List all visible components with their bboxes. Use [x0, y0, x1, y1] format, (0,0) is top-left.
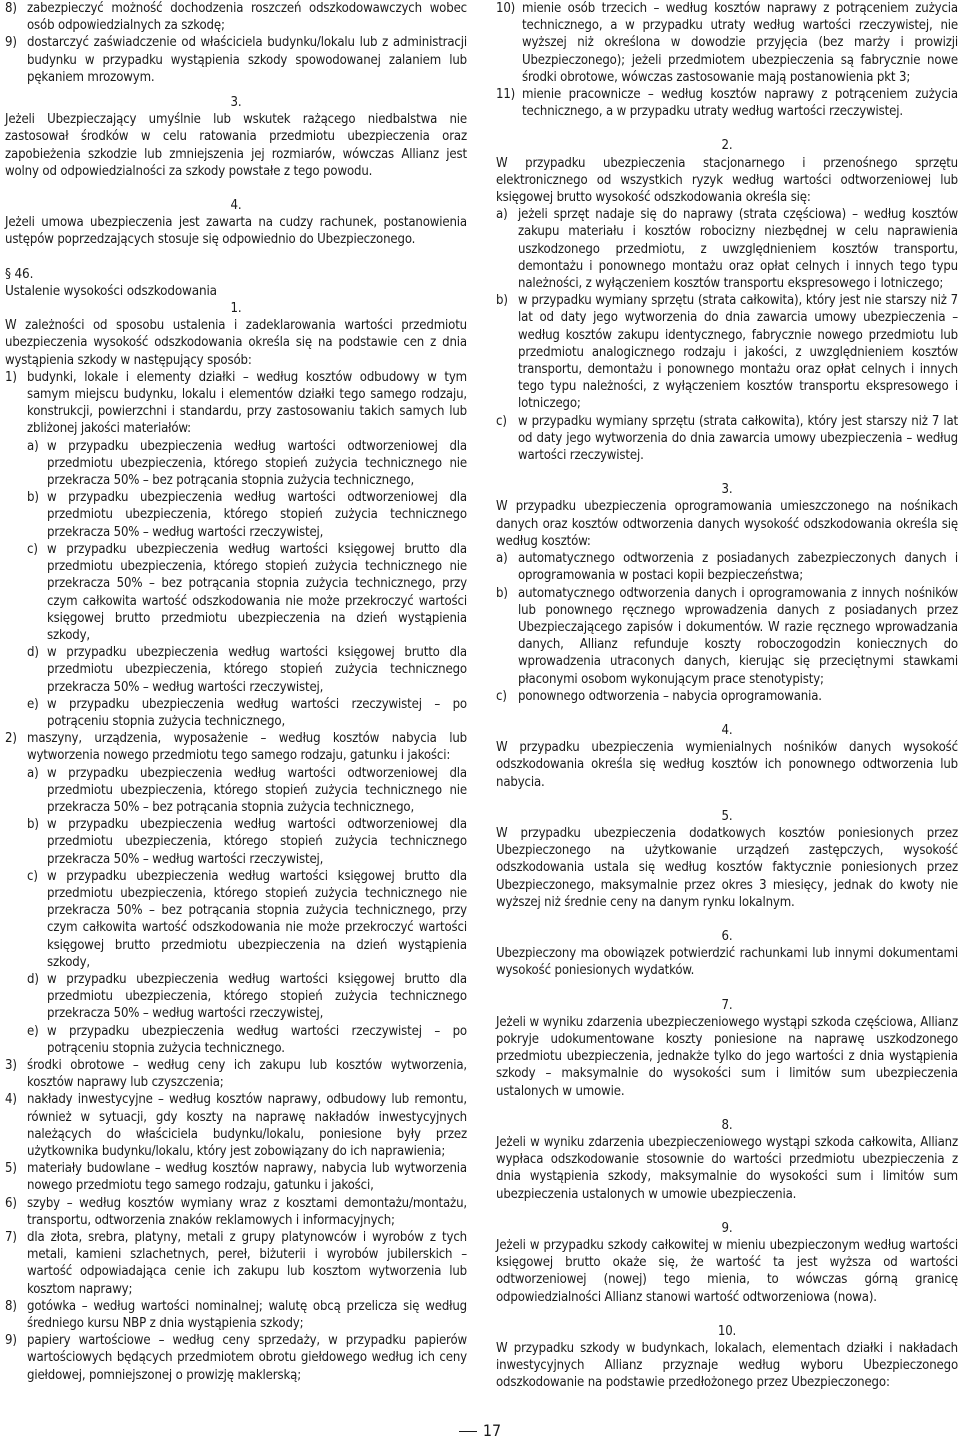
list-label: 8) [5, 1298, 17, 1314]
list-text: maszyny, urządzenia, wyposażenie – według kosztów nabycia lub wytworzenia nowego przedmiotu tego samego rodzaju, gatunku i jakości: [27, 731, 467, 764]
list-label: b) [27, 817, 39, 833]
list-label: b) [496, 585, 508, 601]
list-text: w przypadku wymiany sprzętu (strata całkowita), który jest starszy niż 7 lat od daty jego wytworzenia do dnia zawarcia umowy ubezpieczenia – według wartości rzeczywistej. [518, 413, 958, 464]
list-item [5, 369, 467, 438]
list-text: w przypadku ubezpieczenia według wartości odtworzeniowej dla przedmiotu ubezpieczenia, którego stopień zużycia technicznego nie przekracza 50% – bez potrącania stopnia zużycia technicznego, [47, 438, 467, 489]
list-text: w przypadku ubezpieczenia według wartości księgowej brutto dla przedmiotu ubezpieczenia, którego stopień zużycia technicznego przekracza 50% – według wartości rzeczywistej, [47, 645, 467, 695]
list-label: a) [27, 438, 39, 454]
list-label: 3) [5, 1057, 17, 1073]
list-item [27, 696, 467, 730]
list-label: c) [27, 541, 38, 557]
paragraph: Jeżeli w wyniku zdarzenia ubezpieczeniowego wystąpi szkoda częściowa, Allianz pokryje udokumentowane koszty poniesione na naprawę uszkodzonego przedmiotu ubezpieczenia, jednakże tylko do jego wartości z dnia wystąpienia szkody – maksymalnie do wysokości sum i limitów sum ubezpieczenia ustalonych w umowie. [496, 1014, 958, 1099]
list-item [5, 1298, 467, 1332]
continued-list [496, 0, 958, 120]
list-item [27, 765, 467, 817]
list-item [5, 0, 467, 34]
list-item [5, 1091, 467, 1160]
list-label: d) [27, 645, 39, 661]
list-text: zabezpieczyć możność dochodzenia roszczeń odszkodowawczych wobec osób odpowiedzialnych za szkodę; [27, 1, 467, 34]
list-item [27, 1023, 467, 1057]
list-text: materiały budowlane – według kosztów naprawy, nabycia lub wytworzenia nowego przedmiotu tego samego rodzaju, gatunku i jakości, [27, 1161, 467, 1194]
list-item [5, 1057, 467, 1091]
list-text: mienie osób trzecich – według kosztów naprawy z potrąceniem zużycia technicznego, a w przypadku utraty według wartości rzeczywistej, nie wyższej niż określona w dowodzie przyjęcia (bez marży i prowizji Ubezpieczonego); jeżeli przedmiotem ubezpieczenia są fabrycznie nowe środki obrotowe, wówczas zastosowanie mają postanowienia pkt 3; [522, 1, 958, 85]
list-label: a) [496, 207, 508, 223]
list-item [496, 86, 958, 120]
paragraph: W przypadku ubezpieczenia stacjonarnego i przenośnego sprzętu elektronicznego od wszystkich ryzyk według wartości odtworzeniowej lub księgowej brutto wysokość odszkodowania określa się: [496, 155, 958, 206]
list-label: c) [496, 413, 507, 429]
list-label: 7) [5, 1230, 17, 1246]
list-label: 4) [5, 1092, 17, 1108]
paragraph: Jeżeli Ubezpieczający umyślnie lub wskutek rażącego niedbalstwa nie zastosował środków w celu ratowania przedmiotu ubezpieczenia oraz zapobieżenia szkodzie lub zmniejszenia jej rozmiarów, wówczas Allianz jest wolny od odpowiedzialności za szkody powstałe z tego powodu. [5, 112, 467, 179]
list-label: b) [27, 490, 39, 506]
left-column [5, 0, 467, 1384]
list [496, 550, 958, 705]
list-text: w przypadku wymiany sprzętu (strata całkowita), który jest nie starszy niż 7 lat od daty jego wytworzenia do dnia zawarcia umowy ubezpieczenia – według kosztów zakupu identycznego, fabrycznie nowego przedmiotu lub przedmiotu analogicznego rodzaju i jakości, z uwzględnieniem kosztów transportu, demontażu i ponownego montażu oraz opłat celnych i innych tego typu należności, z wyłączeniem kosztów transportu ekspresowego i lotniczego; [518, 293, 958, 412]
page-number: 17 [482, 1421, 502, 1440]
paragraph: W przypadku ubezpieczenia oprogramowania umieszczonego na nośnikach danych oraz kosztów odtworzenia danych wysokość odszkodowania określa się według kosztów: [496, 499, 958, 549]
section-number: 9. [721, 1220, 733, 1236]
list-item [5, 1160, 467, 1194]
list-item [27, 816, 467, 868]
sub-list [5, 438, 467, 730]
list-item [496, 0, 958, 86]
list-label: c) [27, 868, 38, 884]
list-item [27, 868, 467, 971]
section-number: 4. [230, 198, 242, 214]
list-text: w przypadku ubezpieczenia według wartości księgowej brutto dla przedmiotu ubezpieczenia, którego stopień zużycia technicznego przekracza 50% – według wartości rzeczywistej, [47, 971, 467, 1022]
section-number: 3. [230, 95, 242, 111]
list-text: dla złota, srebra, platyny, metali z grupy platynowców i wyrobów z tych metali, kamieni szlachetnych, pereł, biżuterii i wyrobów jubilerskich – wartość odpowiadająca cenie ich zakupu lub kosztom wytworzenia lub kosztom naprawy; [27, 1230, 467, 1297]
list-item [5, 34, 467, 86]
paragraph: Ubezpieczony ma obowiązek potwierdzić rachunkami lub innymi dokumentami wysokość poniesionych wydatków. [496, 946, 958, 979]
paragraph: Jeżeli w wyniku zdarzenia ubezpieczeniowego wystąpi szkoda całkowita, Allianz wypłaca odszkodowanie stosownie do wartości przedmiotu ubezpieczenia z dnia wystąpienia szkody, maksymalnie do wysokości sum i limitów sum ubezpieczenia ustalonych w umowie ubezpieczenia. [496, 1134, 958, 1202]
list-label: 8) [5, 1, 17, 16]
list-label: 10) [496, 1, 516, 16]
list-text: w przypadku ubezpieczenia według wartości rzeczywistej – po potrąceniu stopnia zużycia technicznego. [47, 1023, 467, 1056]
list-label: b) [496, 293, 508, 309]
list-item [496, 585, 958, 688]
continued-list [5, 0, 467, 86]
list-text: w przypadku ubezpieczenia według wartości odtworzeniowej dla przedmiotu ubezpieczenia, którego stopień zużycia technicznego przekracza 50% – według wartości rzeczywistej, [47, 490, 467, 540]
list-item [496, 688, 958, 705]
paragraph-sign: § 46. [5, 266, 34, 282]
paragraph: W przypadku ubezpieczenia wymienialnych nośników danych wysokość odszkodowania określa się według kosztów ich ponownego odtworzenia lub nabycia. [496, 740, 958, 790]
list-label: a) [27, 765, 39, 781]
list-text: automatycznego odtworzenia danych i oprogramowania z innych nośników lub ponownego ręcznego wprowadzenia danych z posiadanych przez Ubezpieczającego zapisów i dokumentów. W razie ręcznego wprowadzania danych, Allianz refunduje koszty roboczogodzin koniecznych do wprowadzenia utraconych danych, kierując się przeciętnymi stawkami płaconymi osobom wykonującym prace stenotypisty; [518, 585, 958, 687]
right-column [496, 0, 958, 1392]
list-text: papiery wartościowe – według ceny sprzedaży, w przypadku papierów wartościowych będących przedmiotem obrotu giełdowego według ich ceny giełdowej, pomniejszonej o prowizję maklerską; [27, 1333, 467, 1383]
list-item [496, 292, 958, 412]
list-label: 2) [5, 731, 17, 747]
list-item [5, 1229, 467, 1298]
list-text: mienie pracownicze – według kosztów naprawy z potrąceniem zużycia technicznego, a w przypadku utraty według wartości rzeczywistej. [522, 87, 958, 120]
list-item [27, 971, 467, 1023]
list-text: ponownego odtworzenia – nabycia oprogramowania. [518, 688, 822, 704]
paragraph: W przypadku szkody w budynkach, lokalach, elementach działki i nakładach inwestycyjnych Allianz przyznaje według wyboru Ubezpieczonego odszkodowanie na podstawie przedłożonego przez Ubezpieczonego: [496, 1341, 958, 1391]
list-item [5, 730, 467, 764]
list-text: szyby – według kosztów wymiany wraz z kosztami demontażu/montażu, transportu, odtworzenia znaków reklamowych i informacyjnych; [27, 1195, 467, 1228]
section-number: 2. [721, 138, 733, 154]
list-label: 9) [5, 35, 17, 51]
list [496, 206, 958, 464]
section-number: 8. [721, 1117, 733, 1133]
list-label: d) [27, 971, 39, 987]
list-text: środki obrotowe – według ceny ich zakupu lub kosztów wytworzenia, kosztów naprawy lub czyszczenia; [27, 1057, 467, 1091]
list-label: 9) [5, 1333, 17, 1349]
sub-list [5, 765, 467, 1057]
list-text: budynki, lokale i elementy działki – według kosztów odbudowy w tym samym miejscu budynku, lokalu i elementów działki tego samego rodzaju, konstrukcji, powierzchni i standardu, przy zastosowaniu takich samych lub zbliżonej jakości materiałów: [27, 369, 467, 437]
list-text: w przypadku ubezpieczenia według wartości odtworzeniowej dla przedmiotu ubezpieczenia, którego stopień zużycia technicznego przekracza 50% – według wartości rzeczywistej, [47, 817, 467, 867]
list-text: w przypadku ubezpieczenia według wartości rzeczywistej – po potrąceniu stopnia zużycia technicznego, [47, 696, 467, 729]
list-text: w przypadku ubezpieczenia według wartości księgowej brutto dla przedmiotu ubezpieczenia, którego stopień zużycia technicznego nie przekracza 50% – bez potrącania stopnia zużycia technicznego, przy czym całkowita wartość odszkodowania nie może przekroczyć wartości księgowej brutto przedmiotu ubezpieczenia na dzień wystąpienia szkody, [47, 541, 467, 643]
section-number: 5. [721, 808, 733, 824]
list-item [5, 1332, 467, 1384]
paragraph: Jeżeli w przypadku szkody całkowitej w mieniu ubezpieczonym według wartości księgowej brutto okaże się, że wartość ta jest wyższa od wartości odtworzeniowej (nowej) tego mienia, to wówczas górną granicę odpowiedzialności Allianz stanowi wartość odtworzeniowa (nowa). [496, 1238, 958, 1305]
list-label: e) [27, 1023, 39, 1039]
list-text: jeżeli sprzęt nadaje się do naprawy (strata częściowa) – według kosztów zakupu materiału i kosztów robocizny niezbędnej w celu naprawienia uszkodzonego przedmiotu, z uwzględnieniem kosztów transportu, demontażu i ponownego montażu oraz opłat celnych i innych tego typu należności, z wyłączeniem kosztów transportu ekspresowego i lotniczego; [518, 207, 958, 292]
paragraph: W zależności od sposobu ustalenia i zadeklarowania wartości przedmiotu ubezpieczenia wysokość odszkodowania określa się na podstawie cen z dnia wystąpienia szkody w następujący sposób: [5, 318, 467, 368]
list-label: e) [27, 696, 39, 712]
paragraph: W przypadku ubezpieczenia dodatkowych kosztów poniesionych przez Ubezpieczonego na użytkowanie urządzeń zastępczych, wysokość odszkodowania ustala się według kosztów faktycznie poniesionych przez Ubezpieczonego, maksymalnie przez okres 3 miesięcy, jednak do kwoty nie wyższej niż średnie ceny na danym rynku lokalnym. [496, 825, 958, 910]
list-text: gotówka – według wartości nominalnej; walutę obcą przelicza się według średniego kursu NBP z dnia wystąpienia szkody; [27, 1298, 467, 1332]
list-label: 6) [5, 1195, 17, 1211]
list-label: 5) [5, 1161, 17, 1177]
list-item [27, 489, 467, 541]
list-label: 1) [5, 369, 17, 385]
section-title: Ustalenie wysokości odszkodowania [5, 283, 217, 299]
section-number: 1. [230, 301, 242, 317]
list-item [496, 413, 958, 465]
list-text: automatycznego odtworzenia z posiadanych zabezpieczonych danych i oprogramowania w postaci kopii bezpieczeństwa; [518, 551, 958, 584]
list-item [496, 550, 958, 584]
section-number: 10. [717, 1323, 737, 1339]
list-item [27, 438, 467, 490]
list-label: 11) [496, 87, 516, 103]
list-text: w przypadku ubezpieczenia według wartości księgowej brutto dla przedmiotu ubezpieczenia, którego stopień zużycia technicznego nie przekracza 50% – bez potrącania stopnia zużycia technicznego, przy czym całkowita wartość odszkodowania nie może przekroczyć wartości księgowej brutto przedmiotu ubezpieczenia na dzień wystąpienia szkody, [47, 868, 467, 970]
section-number: 6. [721, 928, 733, 944]
section-number: 7. [721, 997, 733, 1013]
section-number: 4. [721, 722, 733, 738]
list-text: nakłady inwestycyjne – według kosztów naprawy, odbudowy lub remontu, również w sytuacji, gdy koszty na naprawę nakładów inwestycyjnych należących do właściciela budynku/lokalu, poniesione były przez użytkownika budynku/lokalu, który jest zobowiązany do ich naprawienia; [27, 1092, 467, 1159]
list-item [27, 644, 467, 696]
list-item [496, 206, 958, 292]
footer-rule [459, 1431, 477, 1432]
list-label: a) [496, 551, 508, 567]
section-number: 3. [721, 482, 733, 498]
list-text: w przypadku ubezpieczenia według wartości odtworzeniowej dla przedmiotu ubezpieczenia, którego stopień zużycia technicznego nie przekracza 50% – bez potrącania stopnia zużycia technicznego, [47, 765, 467, 815]
page-footer [0, 1421, 960, 1440]
list [5, 1057, 467, 1384]
list-item [27, 541, 467, 644]
list-text: dostarczyć zaświadczenie od właściciela budynku/lokalu lub z administracji budynku w przypadku wystąpienia szkody spowodowanej zalaniem lub pękaniem mrozowym. [27, 35, 467, 85]
list-label: c) [496, 688, 507, 704]
list-item [5, 1195, 467, 1229]
paragraph: Jeżeli umowa ubezpieczenia jest zawarta na cudzy rachunek, postanowienia ustępów poprzedzających stosuje się odpowiednio do Ubezpieczonego. [5, 215, 467, 248]
